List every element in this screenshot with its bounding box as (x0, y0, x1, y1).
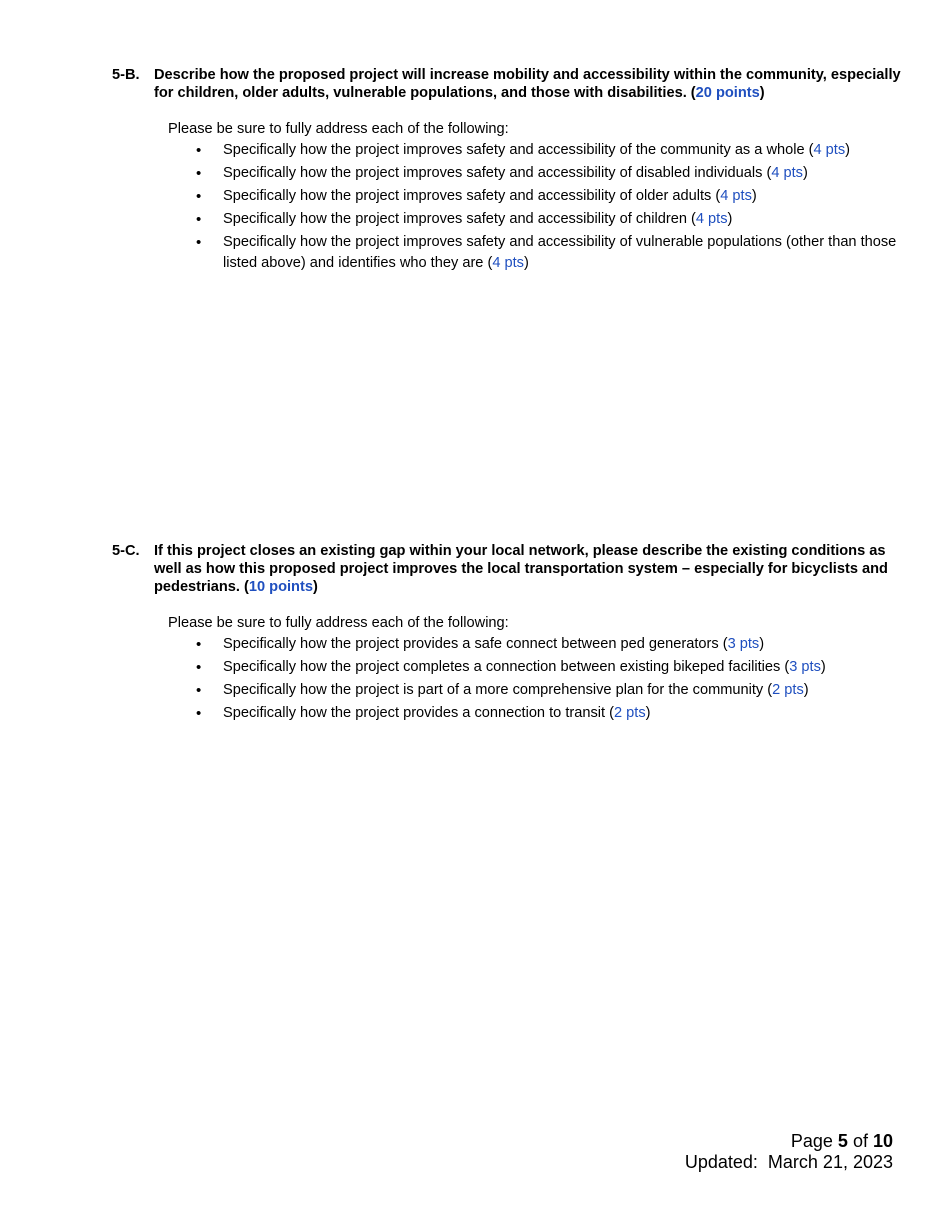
section-5c-heading-text: If this project closes an existing gap within your local network, please describe the existing conditions as well as how this proposed project improves the local transportation system – especially for bicyclists and pedestrians. (10 points) (154, 543, 888, 595)
list-item: • Specifically how the project improves safety and accessibility of children (4 pts) (196, 209, 902, 230)
section-5c (112, 542, 902, 726)
list-item: • Specifically how the project improves safety and accessibility of disabled individuals (4 pts) (196, 163, 902, 184)
section-5c-heading (112, 542, 902, 596)
section-5b-number: 5-B. (112, 67, 140, 83)
section-5b-intro: Please be sure to fully address each of the following: (168, 121, 509, 137)
section-5b (112, 66, 902, 276)
list-item: • Specifically how the project completes a connection between existing bikeped facilities (3 pts) (196, 657, 902, 678)
page-number: Page 5 of 10 (790, 1131, 893, 1151)
section-5b-heading (112, 66, 902, 102)
section-5c-number: 5-C. (112, 543, 140, 559)
section-5c-list (112, 634, 902, 724)
list-item: • Specifically how the project improves safety and accessibility of the community as a whole (4 pts) (196, 140, 902, 161)
list-item: • Specifically how the project improves safety and accessibility of vulnerable populations (other than those listed above) and identifies who they are (4 pts) (196, 232, 902, 274)
list-item: • Specifically how the project provides a connection to transit (2 pts) (196, 703, 902, 724)
section-5b-list (112, 140, 902, 274)
section-5b-heading-text: Describe how the proposed project will increase mobility and accessibility within the community, especially for children, older adults, vulnerable populations, and those with disabilities. (20 points) (154, 67, 901, 101)
page-footer (685, 1131, 893, 1173)
section-5c-intro: Please be sure to fully address each of the following: (168, 615, 509, 631)
section-5c-points: 10 points (248, 579, 313, 595)
list-item: • Specifically how the project provides a safe connect between ped generators (3 pts) (196, 634, 902, 655)
list-item: • Specifically how the project improves safety and accessibility of older adults (4 pts) (196, 186, 902, 207)
list-item: • Specifically how the project is part of a more comprehensive plan for the community (2 pts) (196, 680, 902, 701)
section-5b-points: 20 points (695, 85, 760, 101)
updated-date: Updated: March 21, 2023 (684, 1152, 893, 1172)
